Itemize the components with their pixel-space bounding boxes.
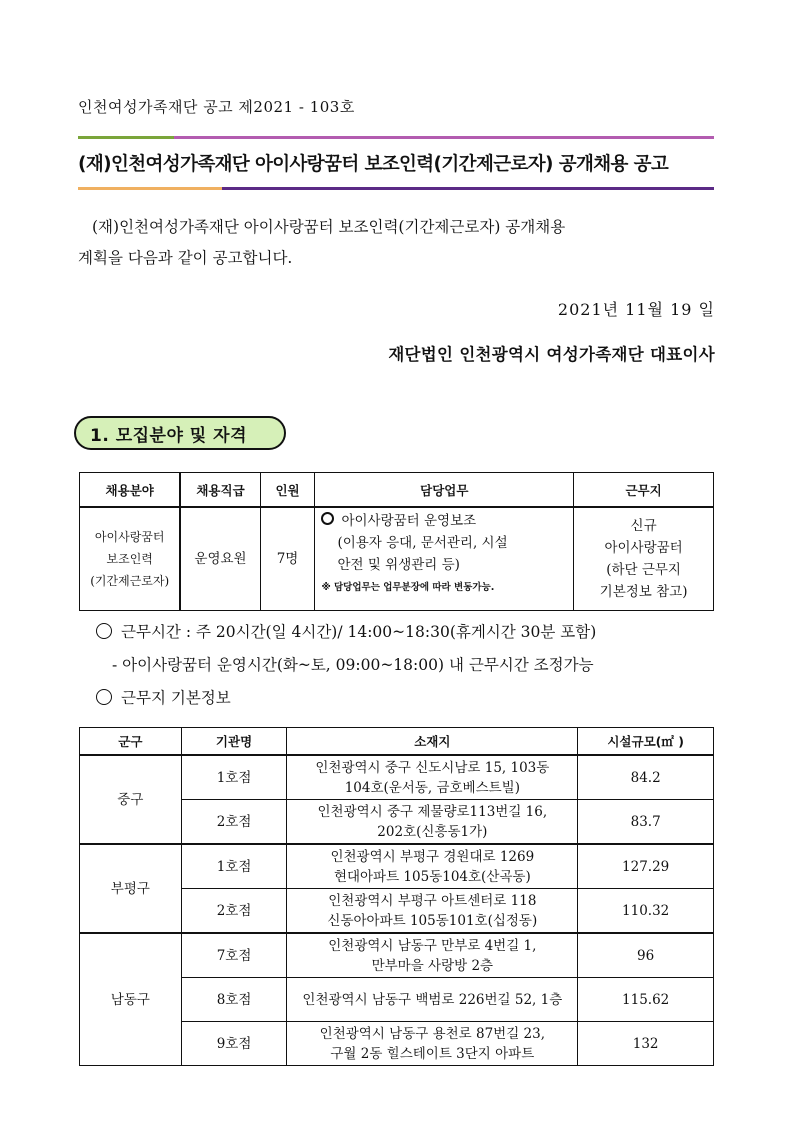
address-cell: [287, 844, 578, 889]
duty-cell: [315, 507, 574, 611]
open-circle-bullet-icon: [96, 623, 112, 639]
center-name-cell: 1호점: [181, 755, 287, 800]
work-hours-text: 근무시간 : 주 20시간(일 4시간)/ 14:00~18:30(휴게시간 30분 포함): [121, 623, 597, 641]
header-workplace: 근무지: [574, 473, 714, 508]
address-line: 인천광역시 부평구 경원대로 1269: [330, 848, 535, 865]
duty-sub-line-2: 안전 및 위생관리 등): [337, 557, 460, 573]
address-line: 인천광역시 중구 신도시남로 15, 103동: [315, 759, 550, 776]
site-table: [79, 727, 714, 1066]
recruitment-header-row: [80, 473, 714, 508]
site-info-heading-text: 근무지 기본정보: [121, 689, 231, 707]
notice-date: 2021년 11월 19 일: [557, 300, 715, 319]
duty-note: ※ 담당업무는 업무분장에 따라 변동가능.: [321, 582, 495, 593]
address-line: 만부마을 사랑방 2층: [371, 957, 494, 974]
workplace-cell: [574, 507, 714, 611]
recruitment-row: [80, 507, 714, 611]
duty-main-text: 아이사랑꿈터 운영보조: [341, 513, 477, 529]
center-name-cell: 9호점: [181, 1022, 287, 1066]
workplace-line-3: (하단 근무지: [606, 562, 681, 578]
header-center-name: 기관명: [181, 728, 287, 756]
header-grade: 채용직급: [180, 473, 260, 508]
grade-cell: 운영요원: [180, 507, 260, 611]
size-cell: 127.29: [578, 844, 714, 889]
table-row: [80, 844, 714, 889]
header-count: 인원: [260, 473, 315, 508]
work-hours: [96, 620, 596, 642]
recruitment-table: [79, 472, 714, 611]
title-bar-bottom-purple: [222, 187, 714, 190]
intro-line-2: 계획을 다음과 같이 공고합니다.: [78, 249, 293, 267]
size-cell: 84.2: [578, 755, 714, 800]
title-bar-top-green: [78, 136, 174, 139]
header-district: 군구: [80, 728, 182, 756]
center-name-cell: 2호점: [181, 889, 287, 934]
work-hours-note: - 아이사랑꿈터 운영시간(화~토, 09:00~18:00) 내 근무시간 조정가능: [112, 656, 594, 674]
field-line-1: 아이사랑꿈터: [94, 530, 165, 544]
address-cell: [287, 1022, 578, 1066]
center-name-cell: 2호점: [181, 800, 287, 845]
table-row: [80, 933, 714, 978]
size-cell: 110.32: [578, 889, 714, 934]
count-cell: 7명: [260, 507, 315, 611]
title-bar-top-purple: [174, 136, 714, 139]
field-line-2: 보조인력: [106, 552, 153, 566]
workplace-line-2: 아이사랑꿈터: [604, 540, 683, 556]
center-name-cell: 8호점: [181, 978, 287, 1022]
address-cell: [287, 800, 578, 845]
section-heading-label: 1. 모집분야 및 자격: [90, 425, 247, 446]
district-cell: 중구: [80, 755, 182, 844]
site-header-row: [80, 728, 714, 756]
intro-paragraph: [78, 212, 718, 274]
workplace-line-1: 신규: [630, 518, 657, 534]
workplace-line-4: 기본정보 참고): [599, 584, 688, 600]
address-line: 인천광역시 남동구 용천로 87번길 23,: [319, 1025, 546, 1042]
field-line-3: (기간제근로자): [90, 574, 170, 588]
intro-line-1: (재)인천여성가족재단 아이사랑꿈터 보조인력(기간제근로자) 공개채용: [92, 218, 566, 236]
address-cell: [287, 755, 578, 800]
address-line: 현대아파트 105동104호(산곡동): [333, 868, 531, 885]
duty-sub-line-1: (이용자 응대, 문서관리, 시설: [337, 535, 508, 551]
size-cell: 83.7: [578, 800, 714, 845]
section-heading-recruitment: [74, 416, 286, 450]
address-cell: [287, 933, 578, 978]
center-name-cell: 1호점: [181, 844, 287, 889]
site-info-heading: [96, 686, 231, 708]
organization-signature: 재단법인 인천광역시 여성가족재단 대표이사: [388, 345, 715, 364]
header-duty: 담당업무: [315, 473, 574, 508]
address-line: 인천광역시 남동구 만부로 4번길 1,: [328, 937, 537, 954]
address-line: 구월 2동 힐스테이트 3단지 아파트: [330, 1045, 535, 1062]
district-cell: 부평구: [80, 844, 182, 933]
district-cell: 남동구: [80, 933, 182, 1066]
size-cell: 132: [578, 1022, 714, 1066]
notice-number: 인천여성가족재단 공고 제2021 - 103호: [78, 98, 355, 116]
address-line: 인천광역시 중구 제물량로113번길 16,: [317, 803, 548, 820]
size-cell: 96: [578, 933, 714, 978]
size-cell: 115.62: [578, 978, 714, 1022]
circle-bullet-icon: [321, 512, 334, 525]
page-title: (재)인천여성가족재단 아이사랑꿈터 보조인력(기간제근로자) 공개채용 공고: [78, 154, 669, 175]
address-cell: [287, 978, 578, 1022]
title-bar-bottom-orange: [78, 187, 222, 190]
address-line: 104호(운서동, 금호베스트빌): [344, 779, 520, 796]
header-field: 채용분야: [80, 473, 181, 508]
address-line: 202호(신흥동1가): [377, 823, 488, 840]
header-address: 소재지: [287, 728, 578, 756]
address-line: 인천광역시 부평구 아트센터로 118: [328, 892, 537, 909]
header-size: 시설규모(㎡ ): [578, 728, 714, 756]
open-circle-bullet-icon: [96, 689, 112, 705]
address-cell: [287, 889, 578, 934]
center-name-cell: 7호점: [181, 933, 287, 978]
address-line: 신동아아파트 105동101호(십정동): [327, 912, 538, 929]
table-row: [80, 755, 714, 800]
duty-main: [321, 510, 573, 532]
field-cell: [80, 507, 181, 611]
address-line: 인천광역시 남동구 백범로 226번길 52, 1층: [302, 991, 563, 1008]
